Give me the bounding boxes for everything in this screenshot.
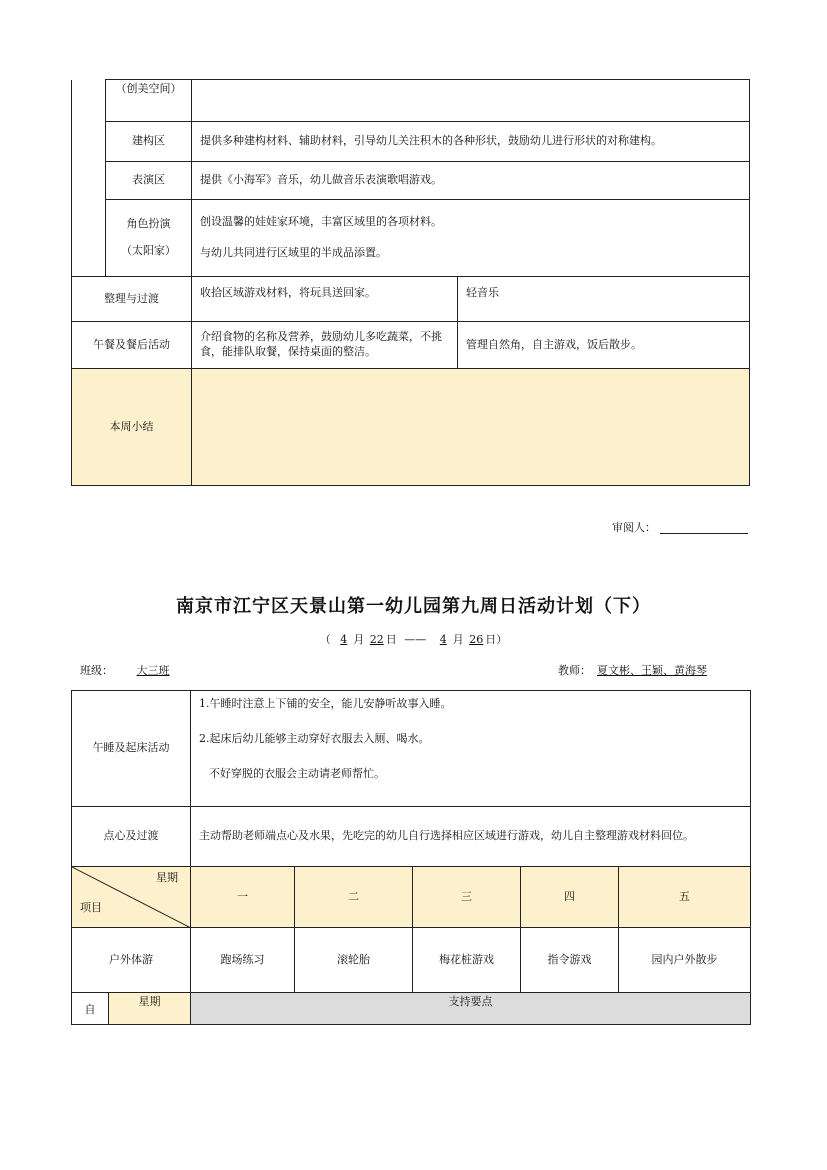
lunch-content: 介绍食物的名称及营养，鼓励幼儿多吃蔬菜，不挑食，能排队取餐，保持桌面的整洁。	[192, 322, 458, 369]
area-content-line: 与幼儿共同进行区域里的半成品添置。	[200, 246, 387, 259]
day-label: 星期	[156, 871, 178, 884]
date-paren: （	[319, 633, 331, 646]
outdoor-label: 户外体游	[72, 928, 191, 993]
item-label: 项目	[80, 901, 102, 914]
area-sub-label: （创美空间）	[106, 80, 192, 122]
weekday-header: 一	[191, 867, 295, 928]
nap-label: 午睡及起床活动	[72, 691, 191, 807]
tidy-music: 轻音乐	[458, 277, 750, 322]
date-paren: 日）	[485, 633, 508, 646]
weekday-header: 三	[413, 867, 521, 928]
tidy-label: 整理与过渡	[72, 277, 192, 322]
area-content-cell	[192, 200, 750, 277]
area-content-cell	[192, 80, 750, 122]
reviewer-field[interactable]	[660, 519, 748, 534]
upper-plan-table	[71, 79, 750, 486]
area-content-cell: 提供多种建构材料、辅助材料，引导幼儿关注积木的各种形状，鼓励幼儿进行形状的对称建构。	[192, 122, 750, 162]
area-sub-line: 角色扮演	[126, 217, 171, 231]
weekday-header: 二	[295, 867, 413, 928]
end-day: 26	[469, 633, 484, 646]
support-points: 支持要点	[191, 993, 751, 1025]
date-dash: ——	[404, 633, 427, 646]
outdoor-activity: 滚轮胎	[295, 928, 413, 993]
lunch-activity: 管理自然角，自主游戏，饭后散步。	[458, 322, 750, 369]
snack-content: 主动帮助老师端点心及水果，先吃完的幼儿自行选择相应区域进行游戏，幼儿自主整理游戏材料回位。	[191, 807, 751, 867]
teacher-line	[558, 662, 713, 678]
start-day: 22	[369, 633, 384, 646]
month-char: 月	[353, 633, 365, 646]
outdoor-activity: 梅花桩游戏	[413, 928, 521, 993]
start-month: 4	[340, 633, 348, 646]
weekday-header: 四	[521, 867, 619, 928]
outdoor-activity: 指令游戏	[521, 928, 619, 993]
area-sub-label	[106, 200, 192, 277]
self-label: 自	[72, 993, 109, 1025]
class-label: 班级：	[80, 664, 113, 677]
page-title: 南京市江宁区天景山第一幼儿园第九周日活动计划（下）	[176, 596, 651, 617]
snack-label: 点心及过渡	[72, 807, 191, 867]
area-content-cell: 提供《小海军》音乐，幼儿做音乐表演歌唱游戏。	[192, 162, 750, 200]
nap-line: 不好穿脱的衣服会主动请老师帮忙。	[209, 766, 385, 780]
reviewer-label: 审阅人：	[612, 521, 656, 534]
area-sub-label: 表演区	[106, 162, 192, 200]
area-content-line: 创设温馨的娃娃家环境，丰富区域里的各项材料。	[200, 215, 442, 229]
day-char: 日	[385, 633, 397, 646]
tidy-content: 收拾区域游戏材料，将玩具送回家。	[192, 277, 458, 322]
summary-label: 本周小结	[72, 369, 192, 486]
teacher-value: 夏文彬、王颖、黄海琴	[597, 664, 707, 677]
lunch-label: 午餐及餐后活动	[72, 322, 192, 369]
nap-content	[191, 691, 751, 807]
month-char: 月	[452, 633, 464, 646]
date-range	[0, 631, 827, 647]
nap-line: 2.起床后幼儿能够主动穿好衣服去入厕、喝水。	[199, 731, 430, 745]
week-header-corner	[72, 867, 191, 928]
last-day-label: 星期	[109, 993, 191, 1025]
summary-content	[192, 369, 750, 486]
area-sub-label: 建构区	[106, 122, 192, 162]
end-month: 4	[439, 633, 447, 646]
weekday-header: 五	[619, 867, 751, 928]
teacher-label: 教师：	[558, 664, 591, 677]
lower-plan-table	[71, 690, 751, 1025]
nap-line: 1.午睡时注意上下铺的安全，能儿安静听故事入睡。	[199, 697, 452, 710]
class-line	[80, 662, 193, 678]
reviewer-line	[612, 519, 752, 535]
area-side-cell	[72, 80, 106, 277]
area-sub-line: （太阳家）	[121, 244, 176, 257]
outdoor-activity: 跑场练习	[191, 928, 295, 993]
class-value: 大三班	[136, 664, 170, 677]
outdoor-activity: 园内户外散步	[619, 928, 751, 993]
